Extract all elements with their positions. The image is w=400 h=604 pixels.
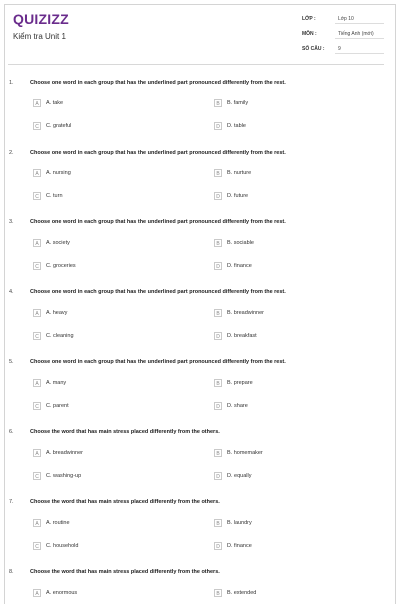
option-text: A. many	[46, 380, 67, 386]
meta-count-line	[335, 53, 384, 54]
option-text: A. take	[46, 100, 64, 106]
option-text: B. prepare	[227, 380, 253, 386]
option-letter-box: C	[33, 542, 41, 550]
option-text: D. breakfast	[227, 333, 257, 339]
meta-class-key: LỚP :	[302, 16, 316, 22]
header-divider	[8, 64, 384, 65]
option-text: C. groceries	[46, 263, 76, 269]
option-letter-box: D	[214, 542, 222, 550]
meta-count-value: 9	[338, 46, 341, 52]
option-letter-box: C	[33, 472, 41, 480]
question-text: Choose the word that has main stress placed differently from the others.	[30, 429, 220, 435]
question-number: 2.	[9, 150, 14, 156]
meta-subject-key: MÔN :	[302, 31, 317, 37]
option-text: D. equally	[227, 473, 252, 479]
option-text: D. future	[227, 193, 249, 199]
option-text: C. grateful	[46, 123, 72, 129]
option-letter-box: A	[33, 309, 41, 317]
option-text: C. household	[46, 543, 79, 549]
option-text: D. finance	[227, 543, 252, 549]
option-letter-box: B	[214, 169, 222, 177]
option-letter-box: D	[214, 262, 222, 270]
option-text: B. laundry	[227, 520, 252, 526]
question-number: 8.	[9, 569, 14, 575]
option-text: A. heavy	[46, 310, 68, 316]
question-number: 4.	[9, 289, 14, 295]
option-text: B. family	[227, 100, 249, 106]
option-text: D. finance	[227, 263, 252, 269]
question-number: 5.	[9, 359, 14, 365]
option-letter-box: B	[214, 379, 222, 387]
question-text: Choose the word that has main stress placed differently from the others.	[30, 569, 220, 575]
option-text: A. breadwinner	[46, 450, 83, 456]
option-letter-box: B	[214, 519, 222, 527]
question-text: Choose one word in each group that has the underlined part pronounced differently from the rest.	[30, 289, 286, 295]
option-letter-box: D	[214, 332, 222, 340]
option-text: A. routine	[46, 520, 70, 526]
question-number: 1.	[9, 80, 14, 86]
option-text: C. washing-up	[46, 473, 82, 479]
option-text: C. turn	[46, 193, 63, 199]
option-text: C. cleaning	[46, 333, 74, 339]
option-letter-box: A	[33, 379, 41, 387]
question-text: Choose one word in each group that has the underlined part pronounced differently from the rest.	[30, 80, 286, 86]
meta-count-key: SỐ CÂU :	[302, 46, 325, 52]
option-letter-box: B	[214, 589, 222, 597]
option-text: B. breadwinner	[227, 310, 264, 316]
option-letter-box: D	[214, 402, 222, 410]
meta-subject-line	[335, 38, 384, 39]
option-text: A. society	[46, 240, 70, 246]
option-text: B. sociable	[227, 240, 254, 246]
option-text: B. extended	[227, 590, 257, 596]
option-letter-box: A	[33, 99, 41, 107]
question-text: Choose one word in each group that has the underlined part pronounced differently from the rest.	[30, 219, 286, 225]
option-letter-box: B	[214, 99, 222, 107]
option-text: B. nurture	[227, 170, 252, 176]
question-text: Choose the word that has main stress placed differently from the others.	[30, 499, 220, 505]
option-letter-box: D	[214, 472, 222, 480]
option-letter-box: A	[33, 449, 41, 457]
quizizz-logo: QUIZIZZ	[13, 11, 69, 27]
question-number: 6.	[9, 429, 14, 435]
option-text: B. homemaker	[227, 450, 263, 456]
option-letter-box: C	[33, 192, 41, 200]
option-letter-box: C	[33, 332, 41, 340]
option-letter-box: A	[33, 239, 41, 247]
option-text: D. share	[227, 403, 248, 409]
meta-subject-value: Tiếng Anh (mới)	[338, 31, 374, 37]
option-letter-box: B	[214, 449, 222, 457]
page-title: Kiểm tra Unit 1	[13, 32, 66, 41]
option-letter-box: B	[214, 309, 222, 317]
question-text: Choose one word in each group that has the underlined part pronounced differently from the rest.	[30, 150, 286, 156]
worksheet-page	[4, 4, 396, 604]
question-number: 7.	[9, 499, 14, 505]
option-text: D. table	[227, 123, 246, 129]
option-letter-box: C	[33, 402, 41, 410]
option-letter-box: C	[33, 262, 41, 270]
option-text: C. parent	[46, 403, 69, 409]
question-number: 3.	[9, 219, 14, 225]
option-text: A. nursing	[46, 170, 71, 176]
meta-class-value: Lớp 10	[338, 16, 354, 22]
option-letter-box: A	[33, 519, 41, 527]
question-text: Choose one word in each group that has the underlined part pronounced differently from the rest.	[30, 359, 286, 365]
option-letter-box: A	[33, 169, 41, 177]
option-letter-box: B	[214, 239, 222, 247]
option-letter-box: D	[214, 122, 222, 130]
option-letter-box: C	[33, 122, 41, 130]
meta-class-line	[335, 23, 384, 24]
option-letter-box: D	[214, 192, 222, 200]
option-text: A. enormous	[46, 590, 78, 596]
option-letter-box: A	[33, 589, 41, 597]
